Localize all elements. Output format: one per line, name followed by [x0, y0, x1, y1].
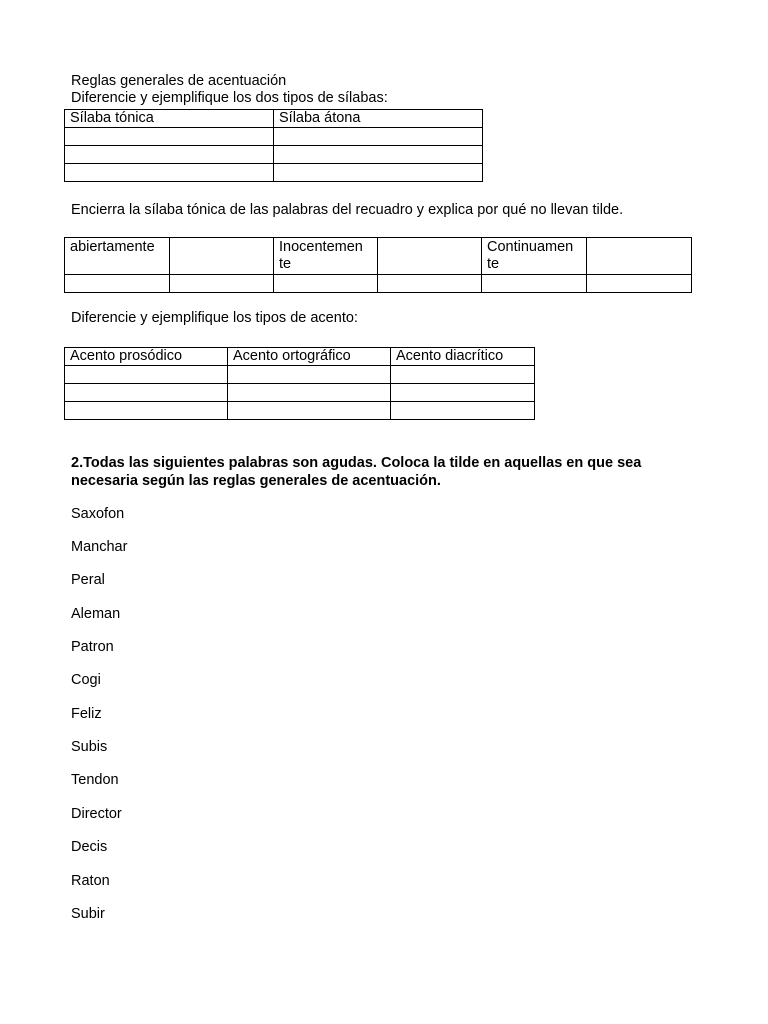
word-item: Feliz — [71, 706, 102, 722]
word-cell-continuamente — [482, 238, 587, 275]
instruction-tonic-syllable: Encierra la sílaba tónica de las palabras del recuadro y explica por qué no llevan tilde. — [71, 202, 624, 218]
instruction-syllables: Diferencie y ejemplifique los dos tipos de sílabas: — [71, 90, 388, 106]
header-silaba-atona: Sílaba átona — [274, 110, 483, 128]
answer-cell[interactable] — [274, 128, 483, 146]
cell-line: abiertamente — [70, 239, 155, 255]
answer-cell[interactable] — [482, 275, 587, 293]
exercise-heading-line1: 2.Todas las siguientes palabras son agudas. Coloca la tilde en aquellas en que sea — [71, 455, 642, 471]
answer-cell[interactable] — [391, 402, 535, 420]
word-item: Subir — [71, 906, 105, 922]
word-cell-inocentemente — [274, 238, 378, 275]
answer-cell[interactable] — [65, 128, 274, 146]
answer-cell[interactable] — [274, 275, 378, 293]
answer-cell[interactable] — [65, 164, 274, 182]
word-item: Saxofon — [71, 506, 125, 522]
cell-line: te — [487, 256, 500, 272]
word-item: Decis — [71, 839, 108, 855]
word-item: Raton — [71, 873, 110, 889]
header-silaba-tonica: Sílaba tónica — [65, 110, 274, 128]
answer-cell[interactable] — [391, 384, 535, 402]
word-item: Manchar — [71, 539, 128, 555]
words-table — [64, 237, 692, 293]
syllable-table — [64, 109, 483, 182]
word-item: Cogi — [71, 672, 101, 688]
word-item: Tendon — [71, 772, 119, 788]
answer-cell[interactable] — [274, 164, 483, 182]
answer-cell[interactable] — [65, 402, 228, 420]
answer-cell[interactable] — [228, 366, 391, 384]
instruction-accent-types: Diferencie y ejemplifique los tipos de acento: — [71, 310, 358, 326]
page-title: Reglas generales de acentuación — [71, 73, 287, 89]
word-item: Peral — [71, 572, 105, 588]
answer-cell[interactable] — [228, 402, 391, 420]
answer-cell[interactable] — [170, 275, 274, 293]
answer-cell[interactable] — [65, 146, 274, 164]
word-cell-abiertamente — [65, 238, 170, 275]
answer-cell[interactable] — [274, 146, 483, 164]
accent-table — [64, 347, 535, 420]
word-item: Subis — [71, 739, 108, 755]
explanation-cell[interactable] — [378, 238, 482, 275]
cell-line: Inocentemen — [279, 239, 363, 255]
word-item: Patron — [71, 639, 114, 655]
answer-cell[interactable] — [391, 366, 535, 384]
cell-line: Continuamen — [487, 239, 574, 255]
explanation-cell[interactable] — [170, 238, 274, 275]
header-acento-prosodico: Acento prosódico — [65, 348, 228, 366]
word-item: Director — [71, 806, 122, 822]
exercise-heading-line2: necesaria según las reglas generales de acentuación. — [71, 473, 441, 489]
answer-cell[interactable] — [65, 275, 170, 293]
explanation-cell[interactable] — [587, 238, 692, 275]
answer-cell[interactable] — [65, 384, 228, 402]
header-acento-ortografico: Acento ortográfico — [228, 348, 391, 366]
answer-cell[interactable] — [65, 366, 228, 384]
answer-cell[interactable] — [228, 384, 391, 402]
header-acento-diacritico: Acento diacrítico — [391, 348, 535, 366]
answer-cell[interactable] — [587, 275, 692, 293]
cell-line: te — [279, 256, 292, 272]
word-item: Aleman — [71, 606, 121, 622]
answer-cell[interactable] — [378, 275, 482, 293]
